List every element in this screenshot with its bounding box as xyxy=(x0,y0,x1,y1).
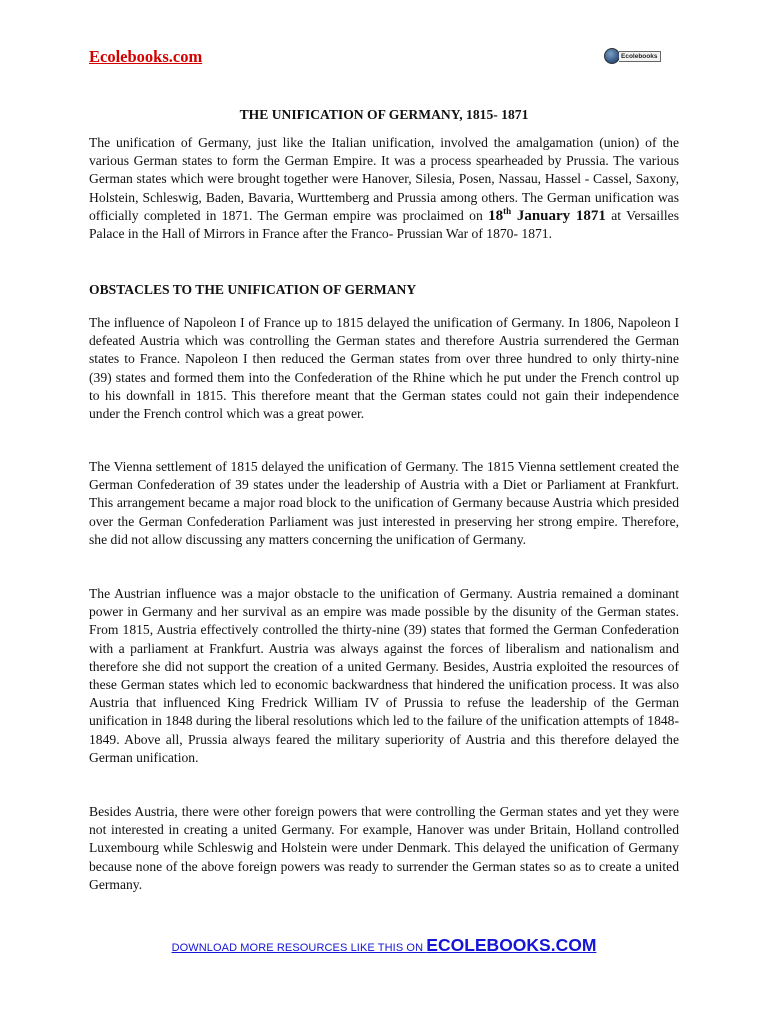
site-link[interactable]: Ecolebooks.com xyxy=(89,47,203,66)
proclamation-date: 18th January 1871 xyxy=(488,205,606,224)
ecolebooks-logo xyxy=(604,45,658,67)
intro-paragraph xyxy=(89,134,679,243)
paragraph-austria: The Austrian influence was a major obstacle to the unification of Germany. Austria remained a dominant power in Germany and her survival as an empire was made possible by the disunity of the German states. From 1815, Austria effectively controlled the thirty-nine (39) states that formed the German Confederation with a parliament at Frankfurt. Austria was always against the forces of liberalism and nationalism and therefore she did not support the creation of a united Germany. Besides, Austria exploited the resources of these German states which led to economic backwardness that hindered the unification process. It was also Austria that influenced King Fredrick William IV of Prussia to refuse the leadership of the German unification in 1848 during the liberal resolutions which led to the failure of the unification attempts of 1848-1849. Above all, Prussia always feared the military superiority of Austria and this therefore delayed the German unification. xyxy=(89,586,679,765)
intro-text-after: at Versailles Palace in the Hall of Mirrors in France after the Franco- Prussian War of 1870- 1871. xyxy=(89,207,679,242)
logo-text: Ecolebooks xyxy=(619,51,661,62)
paragraph-napoleon: The influence of Napoleon I of France up to 1815 delayed the unification of Germany. In 1806, Napoleon I defeated Austria which was controlling the German states and therefore Austria surrendered the German states to France. Napoleon I then reduced the German states from over three hundred to only thirty-nine (39) states and formed them into the Confederation of the Rhine which he put under the French control up to his downfall in 1815. This therefore meant that the German states could not gain their independence under the French control which was a great power. xyxy=(89,315,679,422)
paragraph-vienna: The Vienna settlement of 1815 delayed the unification of Germany. The 1815 Vienna settlement created the German Confederation of 39 states under the leadership of Austria with a Diet or Parliament at Frankfurt. This arrangement became a major road block to the unification of Germany because Austria which presided over the German Confederation Parliament was just interested in preserving her strong empire. Therefore, she did not allow discussing any matters concerning the unification of Germany. xyxy=(89,459,679,547)
section-heading: OBSTACLES TO THE UNIFICATION OF GERMANY xyxy=(89,282,417,297)
footer-download-link[interactable]: DOWNLOAD MORE RESOURCES LIKE THIS ON ECOLEBOOKS.COM xyxy=(171,935,597,955)
page-title: THE UNIFICATION OF GERMANY, 1815- 1871 xyxy=(239,107,529,122)
footer xyxy=(0,935,768,956)
globe-icon xyxy=(604,48,620,64)
paragraph-foreign-powers: Besides Austria, there were other foreign powers that were controlling the German states and yet they were not interested in creating a united Germany. For example, Hanover was under Britain, Holland controlled Luxembourg while Schleswig and Holstein were under Denmark. This delayed the unification of Germany because none of the above foreign powers was ready to surrender the German states so as to create a united Germany. xyxy=(89,804,679,892)
intro-text-before: The unification of Germany, just like the Italian unification, involved the amalgamation (union) of the various German states to form the German Empire. It was a process spearheaded by Prussia. The various German states which were brought together were Hanover, Silesia, Posen, Nassau, Hassel - Cassel, Saxony, Holstein, Schleswig, Baden, Bavaria, Wurttemberg and Prussia among others. The German unification was officially completed in 1871. The German empire was proclaimed on xyxy=(89,135,679,223)
